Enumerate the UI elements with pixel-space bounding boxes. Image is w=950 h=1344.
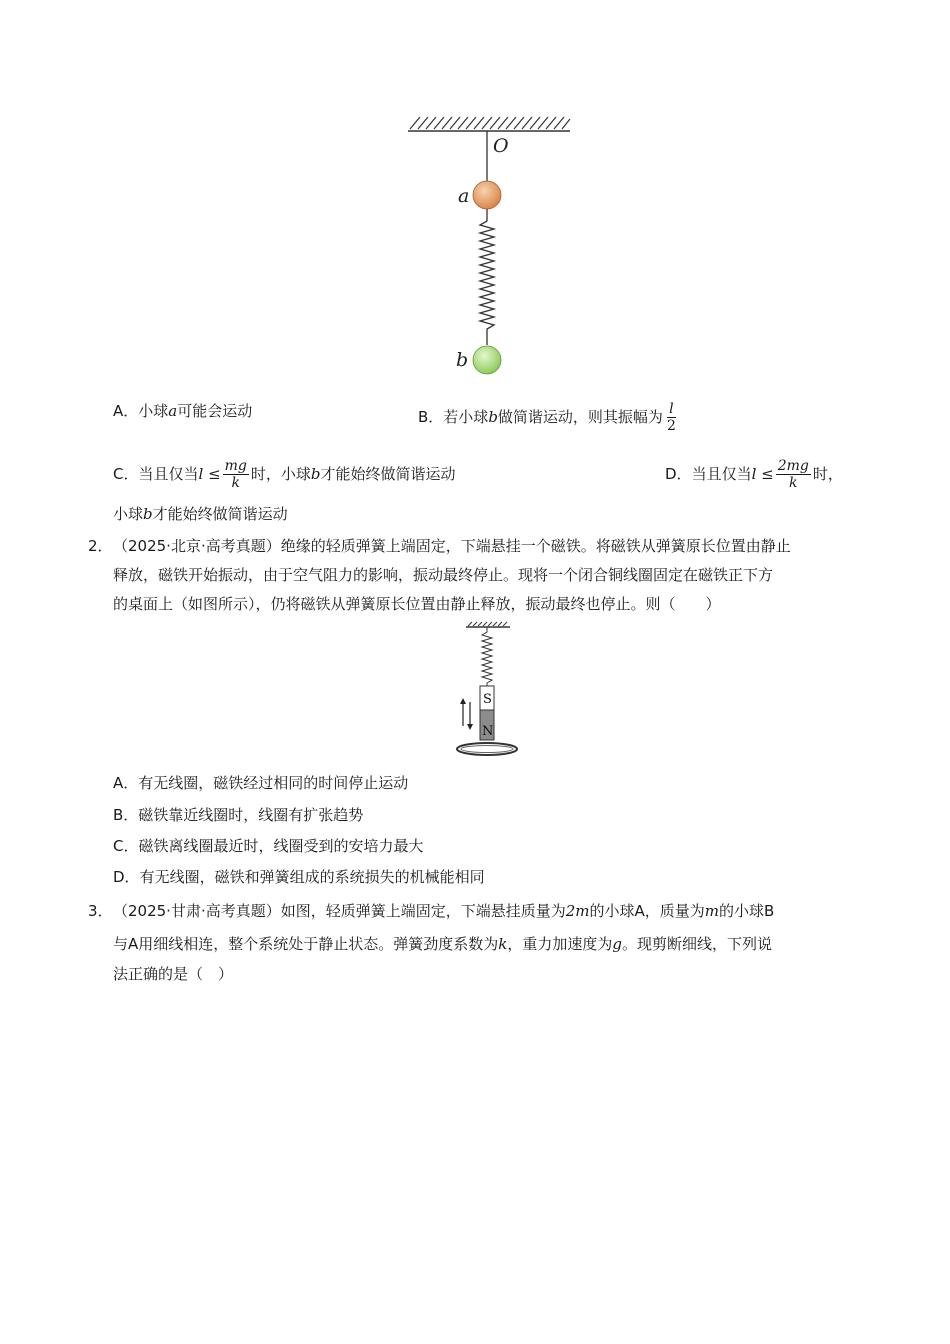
q3-stem-line2: 与A用细线相连，整个系统处于静止状态。弹簧劲度系数为k，重力加速度为g。现剪断细线，下列说	[113, 935, 772, 953]
magnet-n-label: N	[482, 724, 494, 739]
var-m: m	[704, 902, 719, 920]
copper-coil	[457, 743, 517, 755]
magnet-s-label: S	[483, 692, 492, 707]
spring	[480, 209, 494, 345]
var-b: b	[488, 408, 498, 426]
q2-stem-line1: （2025·北京·高考真题）绝缘的轻质弹簧上端固定，下端悬挂一个磁铁。将磁铁从弹簧原长位置由静止	[113, 537, 791, 555]
var-k: k	[498, 935, 508, 953]
q3-stem-line3: 法正确的是（ ）	[113, 965, 234, 983]
fraction-l-over-2: $\frac{l}{2}$	[666, 401, 676, 434]
up-down-arrows-icon	[460, 698, 473, 730]
q2-option-a[interactable]: A．有无线圈，磁铁经过相同的时间停止运动	[113, 774, 409, 792]
q1-option-d[interactable]: D．当且仅当l ≤ $\frac{2mg}{k}$ 时，	[665, 458, 843, 491]
ball-b	[473, 346, 501, 374]
q3-stem-line1: （2025·甘肃·高考真题）如图，轻质弹簧上端固定，下端悬挂质量为2m的小球A，质量为m的小球B	[113, 902, 775, 920]
label-o: O	[493, 135, 509, 157]
ceiling-hatch	[408, 117, 570, 131]
q1-option-b[interactable]: B．若小球b做简谐运动，则其振幅为 $\frac{l}{2}$	[418, 401, 676, 434]
var-g: g	[612, 935, 622, 953]
q1-option-a[interactable]: A．小球a可能会运动	[113, 402, 253, 420]
var-a: a	[168, 402, 178, 420]
q2-stem-line3: 的桌面上（如图所示），仍将磁铁从弹簧原长位置由静止释放，振动最终也停止。则（ ）	[113, 595, 721, 613]
q1-option-c[interactable]: C．当且仅当l ≤ $\frac{mg}{k}$ 时，小球b才能始终做简谐运动	[113, 458, 456, 491]
q2-option-d[interactable]: D．有无线圈，磁铁和弹簧组成的系统损失的机械能相同	[113, 868, 485, 886]
q2-option-c[interactable]: C．磁铁离线圈最近时，线圈受到的安培力最大	[113, 837, 424, 855]
inequality: l ≤	[198, 465, 221, 483]
label-a: a	[458, 185, 470, 207]
fraction-mg-over-k: $\frac{mg}{k}$	[224, 458, 247, 491]
label-b: b	[456, 349, 469, 371]
q1-option-a-text-pre: 小球	[138, 402, 169, 420]
ball-a	[473, 181, 501, 209]
magnet-coil-figure	[450, 620, 530, 760]
spring	[482, 627, 492, 686]
inequality: l ≤	[751, 465, 774, 483]
q2-stem-line2: 释放，磁铁开始振动，由于空气阻力的影响，振动最终停止。现将一个闭合铜线圈固定在磁铁正下方	[113, 566, 774, 584]
var-2m: 2m	[565, 902, 590, 920]
q3-number: 3．	[88, 902, 113, 920]
q1-option-d-continued: 小球b才能始终做简谐运动	[113, 505, 288, 523]
q2-option-b[interactable]: B．磁铁靠近线圈时，线圈有扩张趋势	[113, 806, 364, 824]
fraction-2mg-over-k: $\frac{2mg}{k}$	[777, 458, 809, 491]
spring-ball-figure	[400, 105, 580, 380]
q2-number: 2．	[88, 537, 113, 555]
